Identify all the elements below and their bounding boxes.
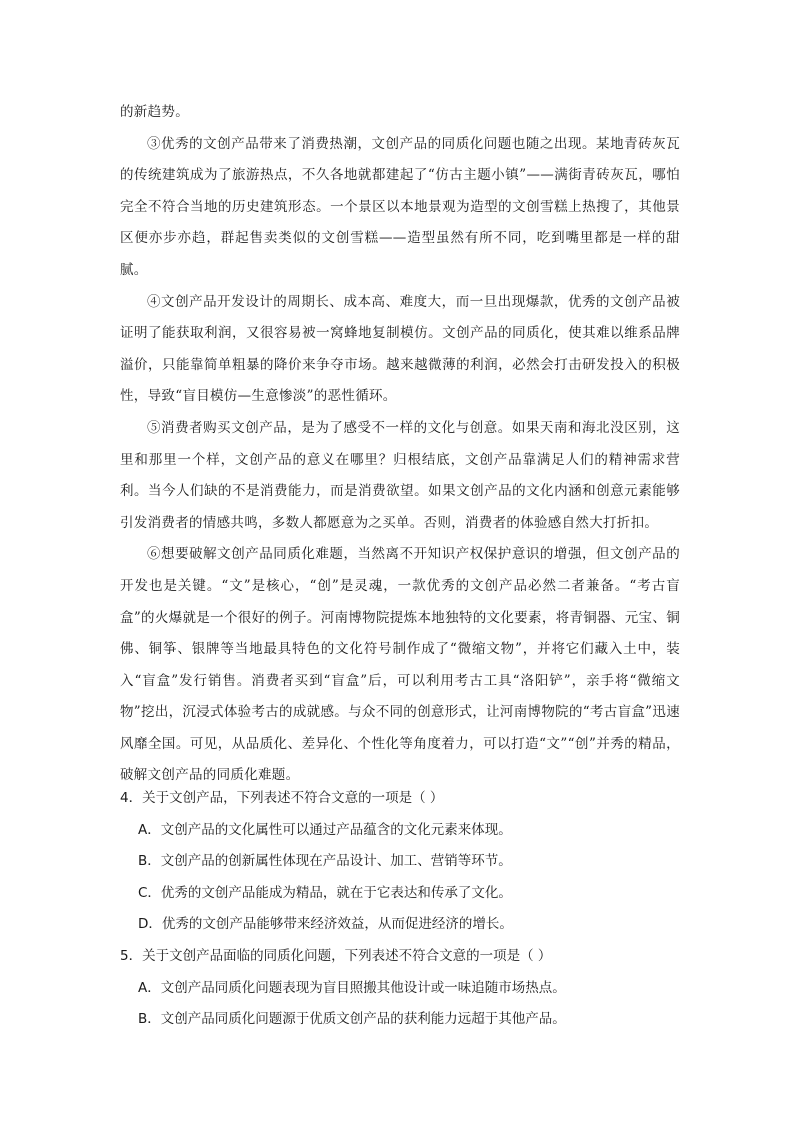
question-stem: 4．关于文创产品，下列表述不符合文意的一项是（ ） (120, 790, 444, 806)
option-b: B．文创产品的创新属性体现在产品设计、加工、营销等环节。 (138, 853, 512, 870)
option-a: A．文创产品同质化问题表现为盲目照搬其他设计或一味追随市场热点。 (138, 979, 566, 996)
question-stem: 5．关于文创产品面临的同质化问题，下列表述不符合文意的一项是（ ） (120, 947, 552, 964)
question-list (120, 783, 700, 1036)
reading-passage (120, 97, 680, 792)
passage-paragraph-4: ④文创产品开发设计的周期长、成本高、难度大，而一旦出现爆款，优秀的文创产品被证明了能获取利润，又很容易被一窝蜂地复制模仿。文创产品的同质化，使其难以维系品牌溢价，只能靠简单粗暴的降价来争夺市场。越来越微薄的利润，必然会打击研发投入的积极性，导致“盲目模仿—生意惨淡”的恶性循环。 (120, 293, 680, 405)
question-5 (120, 941, 700, 1036)
passage-paragraph-3: ③优秀的文创产品带来了消费热潮，文创产品的同质化问题也随之出现。某地青砖灰瓦的传统建筑成为了旅游热点，不久各地就都建起了“仿古主题小镇”——满街青砖灰瓦，哪怕完全不符合当地的历史建筑形态。一个景区以本地景观为造型的文创雪糕上热搜了，其他景区便亦步亦趋，群起售卖类似的文创雪糕——造型虽然有所不同，吃到嘴里都是一样的甜腻。 (120, 135, 680, 278)
passage-paragraph-6: ⑥想要破解文创产品同质化难题，当然离不开知识产权保护意识的增强，但文创产品的开发也是关键。“文”是核心，“创”是灵魂，一款优秀的文创产品必然二者兼备。“考古盲盒”的火爆就是一个很好的例子。河南博物院提炼本地独特的文化要素，将青铜器、元宝、铜佛、铜筝、银牌等当地最具特色的文化符号制作成了“微缩文物”，并将它们藏入土中，装入“盲盒”发行销售。消费者买到“盲盒”后，可以利用考古工具“洛阳铲”，亲手将“微缩文物”挖出，沉浸式体验考古的成就感。与众不同的创意形式，让河南博物院的“考古盲盒”迅速风靡全国。可见，从品质化、差异化、个性化等角度着力，可以打造“文”“创”并秀的精品，破解文创产品的同质化难题。 (120, 546, 680, 784)
option-c: C．优秀的文创产品能成为精品，就在于它表达和传承了文化。 (138, 884, 512, 901)
option-b: B．文创产品同质化问题源于优质文创产品的获利能力远超于其他产品。 (138, 1011, 566, 1028)
passage-paragraph-5: ⑤消费者购买文创产品，是为了感受不一样的文化与创意。如果天南和海北没区别，这里和那里一个样，文创产品的意义在哪里？归根结底，文创产品靠满足人们的精神需求营利。当今人们缺的不是消费能力，而是消费欲望。如果文创产品的文化内涵和创意元素能够引发消费者的情感共鸣，多数人都愿意为之买单。否则，消费者的体验感自然大打折扣。 (120, 419, 680, 531)
option-a: A．文创产品的文化属性可以通过产品蕴含的文化元素来体现。 (138, 821, 512, 838)
question-4 (120, 783, 700, 941)
passage-paragraph-continued: 的新趋势。 (120, 104, 189, 120)
option-d: D．优秀的文创产品能够带来经济效益，从而促进经济的增长。 (138, 916, 513, 933)
